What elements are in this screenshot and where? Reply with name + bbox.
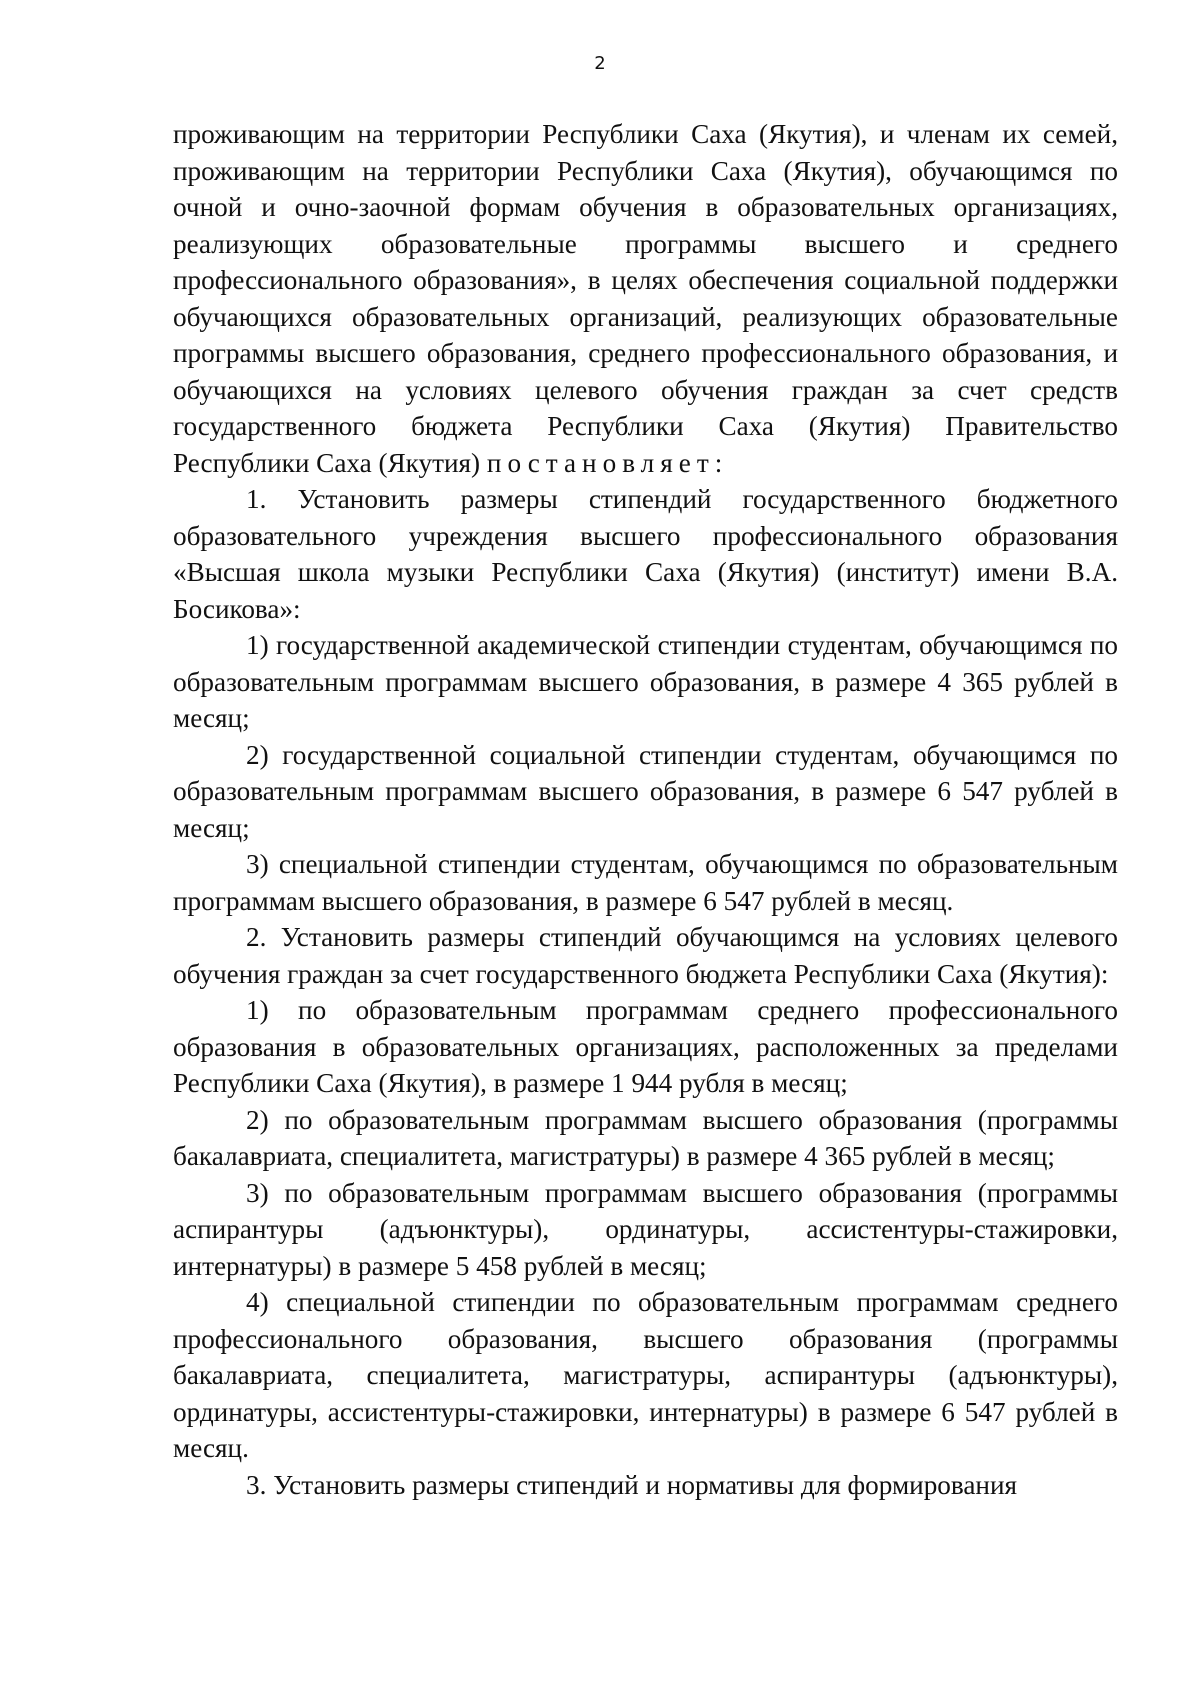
- paragraph-item-1-2: 2) государственной социальной стипендии студентам, обучающимся по образовательным программам высшего образования, в размере 6 547 рублей в месяц;: [173, 739, 1118, 843]
- paragraph-item-2-2: 2) по образовательным программам высшего образования (программы бакалавриата, специалитета, магистратуры) в размере 4 365 рублей в месяц;: [173, 1104, 1118, 1171]
- paragraph-item-2: 2. Установить размеры стипендий обучающимся на условиях целевого обучения граждан за счет государственного бюджета Республики Саха (Якутия):: [173, 922, 1118, 989]
- document-body: [173, 116, 1118, 1503]
- paragraph-item-2-3: 3) по образовательным программам высшего образования (программы аспирантуры (адъюнктуры), ординатуры, ассистентуры-стажировки, интернатуры) в размере 5 458 рублей в месяц;: [173, 1177, 1118, 1281]
- page-number: 2: [594, 53, 606, 74]
- paragraph-item-1-3: 3) специальной стипендии студентам, обучающимся по образовательным программам высшего образования, в размере 6 547 рублей в месяц.: [173, 849, 1118, 916]
- paragraph-preamble: [173, 116, 1118, 481]
- paragraph-item-1-1: 1) государственной академической стипендии студентам, обучающимся по образовательным программам высшего образования, в размере 4 365 рублей в месяц;: [173, 630, 1118, 733]
- resolves-word: постановляет:: [486, 447, 729, 478]
- paragraph-item-3: 3. Установить размеры стипендий и нормативы для формирования: [246, 1469, 1018, 1500]
- preamble-text: проживающим на территории Республики Саха (Якутия), и членам их семей, проживающим на территории Республики Саха (Якутия), обучающимся по очной и очно-заочной формам обучения в образовательных организациях, реализующих образовательные программы высшего и среднего профессионального образования», в целях обеспечения социальной поддержки обучающихся образовательных организаций, реализующих образовательные программы высшего образования, среднего профессионального образования, и обучающихся на условиях целевого обучения граждан за счет средств государственного бюджета Республики Саха (Якутия) Правительство Республики Саха (Якутия): [173, 119, 1118, 478]
- paragraph-item-2-4: 4) специальной стипендии по образовательным программам среднего профессионального образования, высшего образования (программы бакалавриата, специалитета, магистратуры, аспирантуры (адъюнктуры), ординатуры, ассистентуры-стажировки, интернатуры) в размере 6 547 рублей в месяц.: [173, 1287, 1118, 1463]
- paragraph-item-2-1: 1) по образовательным программам среднего профессионального образования в образовательных организациях, расположенных за пределами Республики Саха (Якутия), в размере 1 944 рубля в месяц;: [173, 995, 1118, 1098]
- paragraph-item-1: 1. Установить размеры стипендий государственного бюджетного образовательного учреждения высшего профессионального образования «Высшая школа музыки Республики Саха (Якутия) (институт) имени В.А. Босикова»:: [173, 484, 1118, 624]
